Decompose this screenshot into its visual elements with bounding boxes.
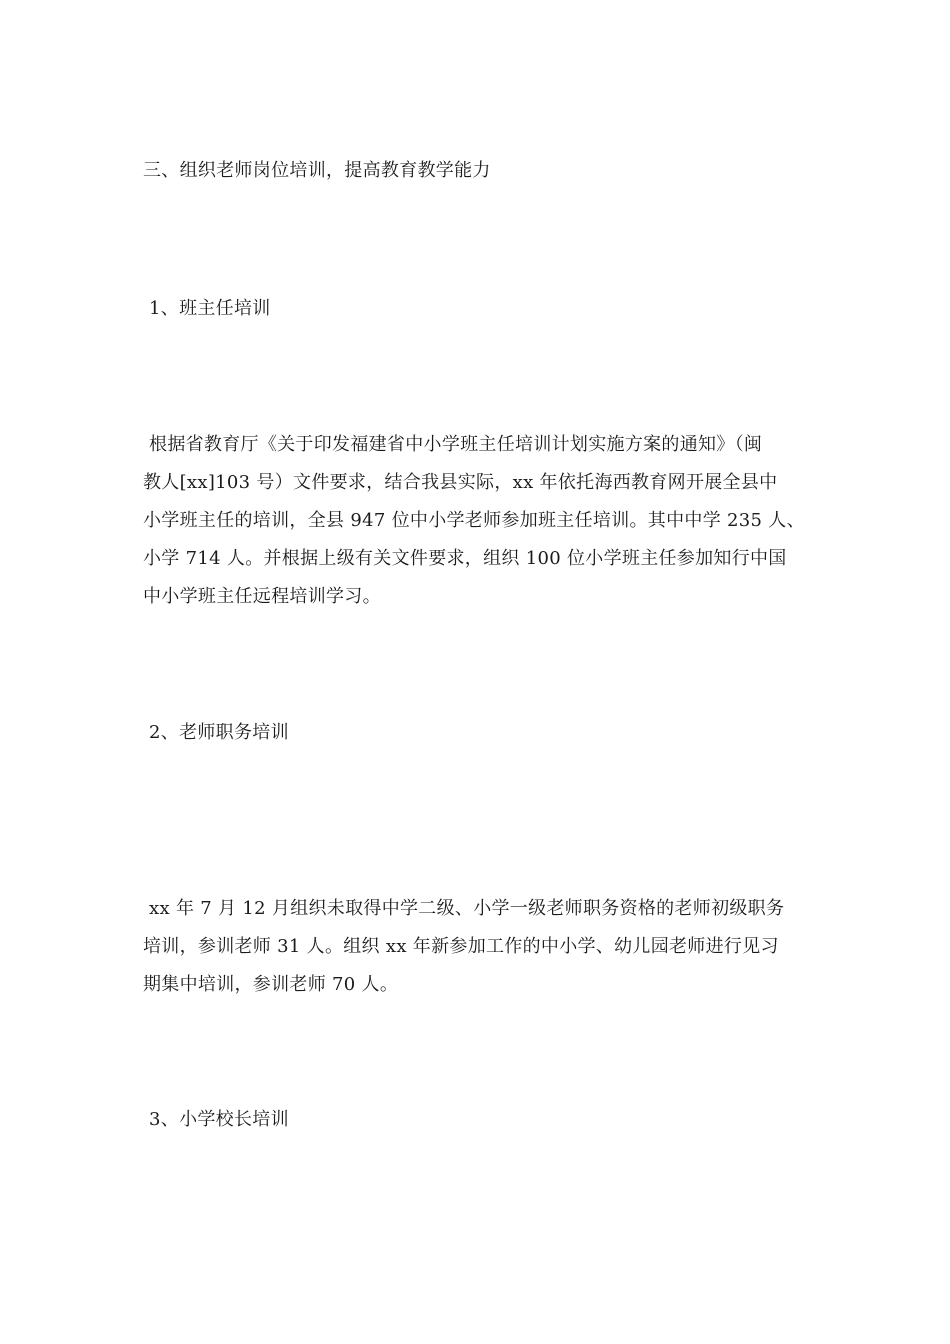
- paragraph-2: [143, 890, 811, 1004]
- paragraph-2-line: 期集中培训，参训老师 70 人。: [143, 974, 399, 995]
- section-heading: 三、组织老师岗位培训，提高教育教学能力: [143, 160, 491, 181]
- subsection-heading-3: 3、小学校长培训: [143, 1109, 289, 1130]
- subsection-heading-1: 1、班主任培训: [143, 298, 271, 319]
- subsection-heading-2: 2、老师职务培训: [143, 722, 289, 743]
- paragraph-1-line: 教人[xx]103 号）文件要求，结合我县实际，xx 年依托海西教育网开展全县中: [143, 472, 778, 493]
- paragraph-2-line: 培训，参训老师 31 人。组织 xx 年新参加工作的中小学、幼儿园老师进行见习: [143, 936, 779, 957]
- paragraph-1-line: 小学班主任的培训，全县 947 位中小学老师参加班主任培训。其中中学 235 人、: [143, 510, 805, 531]
- paragraph-2-line: xx 年 7 月 12 月组织未取得中学二级、小学一级老师职务资格的老师初级职务: [143, 898, 785, 919]
- paragraph-1: [143, 426, 811, 616]
- paragraph-1-line: 根据省教育厅《关于印发福建省中小学班主任培训计划实施方案的通知》（闽: [143, 434, 763, 455]
- paragraph-1-line: 中小学班主任远程培训学习。: [143, 586, 381, 607]
- paragraph-1-line: 小学 714 人。并根据上级有关文件要求，组织 100 位小学班主任参加知行中国: [143, 548, 787, 569]
